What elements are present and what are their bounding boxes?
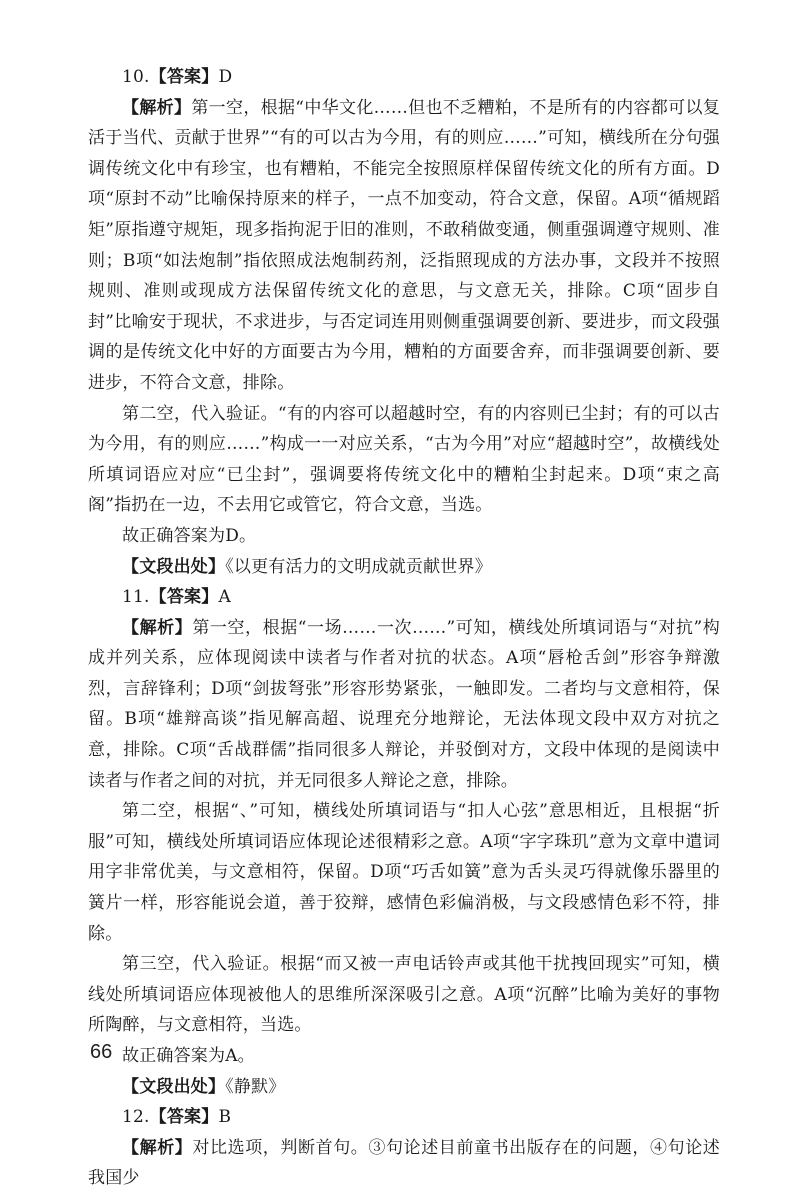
page-number: 66 xyxy=(90,1041,113,1063)
q10-analysis-paragraph-2: 第二空，代入验证。“有的内容可以超越时空，有的内容则已尘封；有的可以古为今用，有的则应……”构成一一对应关系，“古为今用”对应“超越时空”，故横线处所填词语应对应“已尘封”，强调要将传统文化中的糟粕尘封起来。D项“束之高阁”指扔在一边，不去用它或管它，符合文意，当选。 xyxy=(88,403,720,516)
q12-answer-tag: 【答案】 xyxy=(149,1107,219,1128)
q12-analysis-paragraph-1 xyxy=(88,1133,720,1194)
q11-answer-tag: 【答案】 xyxy=(149,587,219,608)
q11-source: 《静默》 xyxy=(225,1076,286,1097)
q12-number: 12. xyxy=(122,1107,150,1128)
q10-source-tag: 【文段出处】 xyxy=(122,556,226,577)
q11-answer-line xyxy=(88,582,720,613)
q11-analysis-text-1: 第一空，根据“一场……一次……”可知，横线处所填词语与“对抗”构成并列关系，应体现阅读中读者与作者对抗的状态。A项“唇枪舌剑”形容争辩激烈，言辞锋利；D项“剑拔弩张”形容形势紧张，一触即发。二者均与文意相符，保留。B项“雄辩高谈”指见解高超、说理充分地辩论，无法体现文段中双方对抗之意，排除。C项“舌战群儒”指同很多人辩论，并驳倒对方，文段中体现的是阅读中读者与作者之间的对抗，并无同很多人辩论之意，排除。 xyxy=(88,617,720,791)
q10-conclusion: 故正确答案为D。 xyxy=(122,525,257,546)
q11-conclusion: 故正确答案为A。 xyxy=(122,1046,255,1066)
q11-number: 11. xyxy=(122,587,150,608)
q11-source-line xyxy=(88,1072,720,1103)
q11-analysis-paragraph-3: 第三空，代入验证。根据“而又被一声电话铃声或其他干扰拽回现实”可知，横线处所填词语应体现被他人的思维所深深吸引之意。A项“沉醉”比喻为美好的事物所陶醉，与文意相符，当选。 xyxy=(88,954,720,1036)
q10-analysis-paragraph-1 xyxy=(88,93,720,399)
q10-analysis-tag: 【解析】 xyxy=(122,97,192,118)
q10-number: 10. xyxy=(122,67,150,87)
q12-answer-line xyxy=(88,1102,720,1133)
q11-analysis-paragraph-2: 第二空，根据“、”可知，横线处所填词语与“扣人心弦”意思相近，且根据“折服”可知，横线处所填词语应体现论述很精彩之意。A项“字字珠玑”意为文章中遣词用字非常优美，与文意相符，保留。D项“巧舌如簧”意为舌头灵巧得就像乐器里的簧片一样，形容能说会道，善于狡辩，感情色彩偏消极，与文段感情色彩不符，排除。 xyxy=(88,801,720,944)
q12-analysis-text-1: 对比选项，判断首句。③句论述目前童书出版存在的问题，④句论述我国少 xyxy=(88,1137,720,1189)
q10-answer: D xyxy=(218,67,233,87)
answer-explanations xyxy=(88,62,720,1194)
q11-analysis-paragraph-1 xyxy=(88,613,720,797)
q11-answer: A xyxy=(218,587,231,608)
q10-answer-line xyxy=(88,62,720,93)
q12-answer: B xyxy=(218,1107,232,1128)
q10-answer-tag: 【答案】 xyxy=(149,67,219,87)
q10-source-line xyxy=(88,552,720,583)
q12-analysis-tag: 【解析】 xyxy=(122,1137,193,1158)
q10-analysis-text-1: 第一空，根据“中华文化……但也不乏糟粕，不是所有的内容都可以复活于当代、贡献于世界”“有的可以古为今用，有的则应……”可知，横线所在分句强调传统文化中有珍宝，也有糟粕，不能完全按照原样保留传统文化的所有方面。D项“原封不动”比喻保持原来的样子，一点不加变动，符合文意，保留。A项“循规蹈矩”原指遵守规矩，现多指拘泥于旧的准则，不敢稍做变通，侧重强调遵守规则、准则；B项“如法炮制”指依照成法炮制药剂，泛指照现成的方法办事，文段并不按照规则、准则或现成方法保留传统文化的意思，与文意无关，排除。C项“固步自封”比喻安于现状，不求进步，与否定词连用则侧重强调要创新、要进步，而文段强调的是传统文化中好的方面要古为今用，糟粕的方面要舍弃，而非强调要创新、要进步，不符合文意，排除。 xyxy=(88,97,720,393)
q10-source: 《以更有活力的文明成就贡献世界》 xyxy=(225,556,492,577)
q11-source-tag: 【文段出处】 xyxy=(122,1076,226,1097)
q11-analysis-tag: 【解析】 xyxy=(122,617,193,638)
